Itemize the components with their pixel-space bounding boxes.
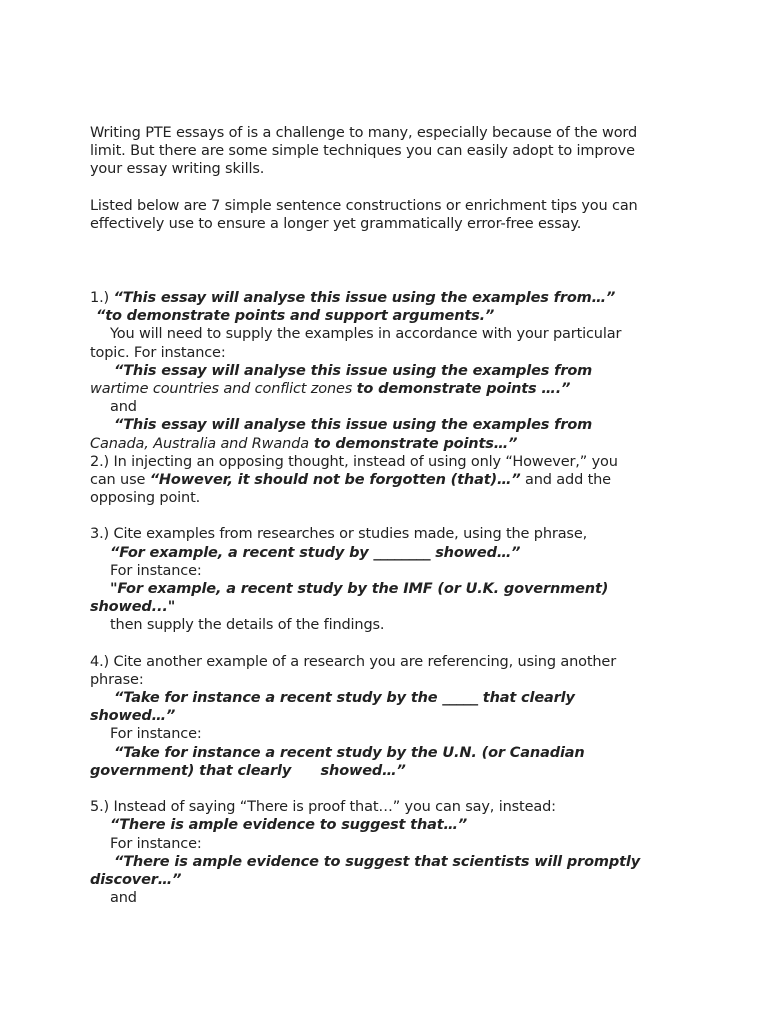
example-italic: wartime countries and conflict zones (90, 381, 357, 398)
text-line: 3.) Cite examples from researches or studies made, using the phrase, (90, 526, 588, 543)
text-line: effectively use to ensure a longer yet grammatically error-free essay. (90, 215, 582, 232)
text-line: phrase: (90, 671, 144, 688)
example-phrase: discover…” (90, 871, 182, 888)
tip-5 (90, 798, 690, 907)
text-line: and (110, 399, 137, 416)
text-fragment: can use (90, 472, 150, 489)
example-phrase: “Take for instance a recent study by the U.N. (or Canadian (114, 744, 585, 761)
example-phrase: to demonstrate points…” (308, 435, 518, 452)
example-italic: Canada, Australia and Rwanda (90, 435, 309, 452)
text-line: For instance: (110, 835, 202, 852)
tip-phrase: “For example, a recent study by ________ showed…” (110, 544, 521, 561)
intro-paragraph-2 (90, 197, 690, 233)
tip-1 (90, 289, 690, 453)
tip-3 (90, 525, 690, 634)
text-line: Listed below are 7 simple sentence constructions or enrichment tips you can (90, 197, 638, 214)
text-line: You will need to supply the examples in accordance with your particular (110, 326, 622, 343)
text-line: then supply the details of the findings. (110, 617, 385, 634)
text-line: opposing point. (90, 490, 201, 507)
text-line: For instance: (110, 562, 202, 579)
example-phrase: “There is ample evidence to suggest that scientists will promptly (114, 853, 641, 870)
intro-paragraph-1 (90, 124, 690, 179)
example-phrase: "For example, a recent study by the IMF (or U.K. government) (110, 581, 609, 598)
text-line: 4.) Cite another example of a research you are referencing, using another (90, 653, 617, 670)
tip-phrase: “Take for instance a recent study by the _____ that clearly (114, 690, 575, 707)
tip-number: 1.) (90, 290, 114, 307)
example-phrase: to demonstrate points ….” (356, 381, 571, 398)
text-line: For instance: (110, 726, 202, 743)
example-phrase: “This essay will analyse this issue using the examples from (114, 362, 593, 379)
tip-2 (90, 453, 690, 508)
tip-phrase: “However, it should not be forgotten (that)…” (149, 472, 521, 489)
text-line: topic. For instance: (90, 344, 226, 361)
text-fragment: and add the (520, 472, 611, 489)
tip-4 (90, 653, 690, 780)
text-line: 5.) Instead of saying “There is proof that…” you can say, instead: (90, 799, 556, 816)
text-line: 2.) In injecting an opposing thought, instead of using only “However,” you (90, 453, 618, 470)
text-line: and (110, 890, 137, 907)
tip-phrase: “to demonstrate points and support arguments.” (96, 308, 495, 325)
text-line: limit. But there are some simple techniques you can easily adopt to improve (90, 143, 635, 160)
tip-phrase: “There is ample evidence to suggest that…” (110, 817, 468, 834)
example-phrase: “This essay will analyse this issue using the examples from (114, 417, 593, 434)
text-line: your essay writing skills. (90, 161, 265, 178)
example-phrase: government) that clearly showed…” (90, 762, 406, 779)
example-phrase: showed..." (90, 599, 176, 616)
document-page (90, 124, 690, 907)
text-line: Writing PTE essays of is a challenge to many, especially because of the word (90, 125, 638, 141)
tip-phrase: “This essay will analyse this issue using the examples from…” (113, 290, 616, 307)
tip-phrase: showed…” (90, 708, 176, 725)
